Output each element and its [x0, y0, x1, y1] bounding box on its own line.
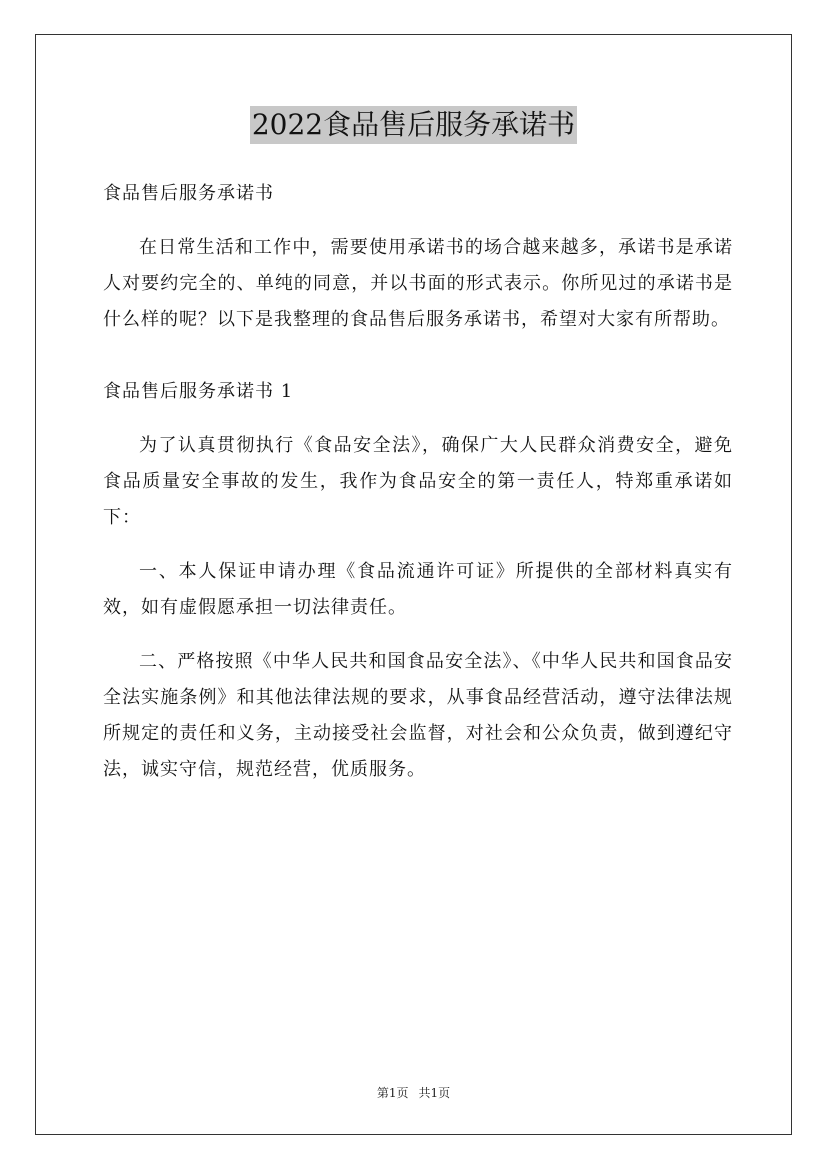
document-title	[0, 104, 827, 144]
page-number-current: 第1页	[376, 1086, 409, 1100]
body-paragraph: 一、本人保证申请办理《食品流通许可证》所提供的全部材料真实有效，如有虚假愿承担一切法律责任。	[103, 561, 733, 618]
page-footer	[0, 1084, 827, 1101]
body-paragraph: 为了认真贯彻执行《食品安全法》，确保广大人民群众消费安全，避免食品质量安全事故的发生，我作为食品安全的第一责任人，特郑重承诺如下：	[103, 435, 733, 528]
page-number-total: 共1页	[418, 1086, 451, 1100]
intro-heading: 食品售后服务承诺书	[103, 183, 274, 204]
section-heading: 食品售后服务承诺书 1	[103, 381, 294, 402]
document-title-text: 2022食品售后服务承诺书	[250, 106, 577, 144]
body-paragraph: 二、严格按照《中华人民共和国食品安全法》、《中华人民共和国食品安全法实施条例》和其他法律法规的要求，从事食品经营活动，遵守法律法规所规定的责任和义务，主动接受社会监督，对社会和公众负责，做到遵纪守法，诚实守信，规范经营，优质服务。	[103, 651, 733, 780]
intro-paragraph: 在日常生活和工作中，需要使用承诺书的场合越来越多，承诺书是承诺人对要约完全的、单纯的同意，并以书面的形式表示。你所见过的承诺书是什么样的呢？以下是我整理的食品售后服务承诺书，希望对大家有所帮助。	[103, 237, 733, 330]
document-body	[103, 176, 733, 806]
